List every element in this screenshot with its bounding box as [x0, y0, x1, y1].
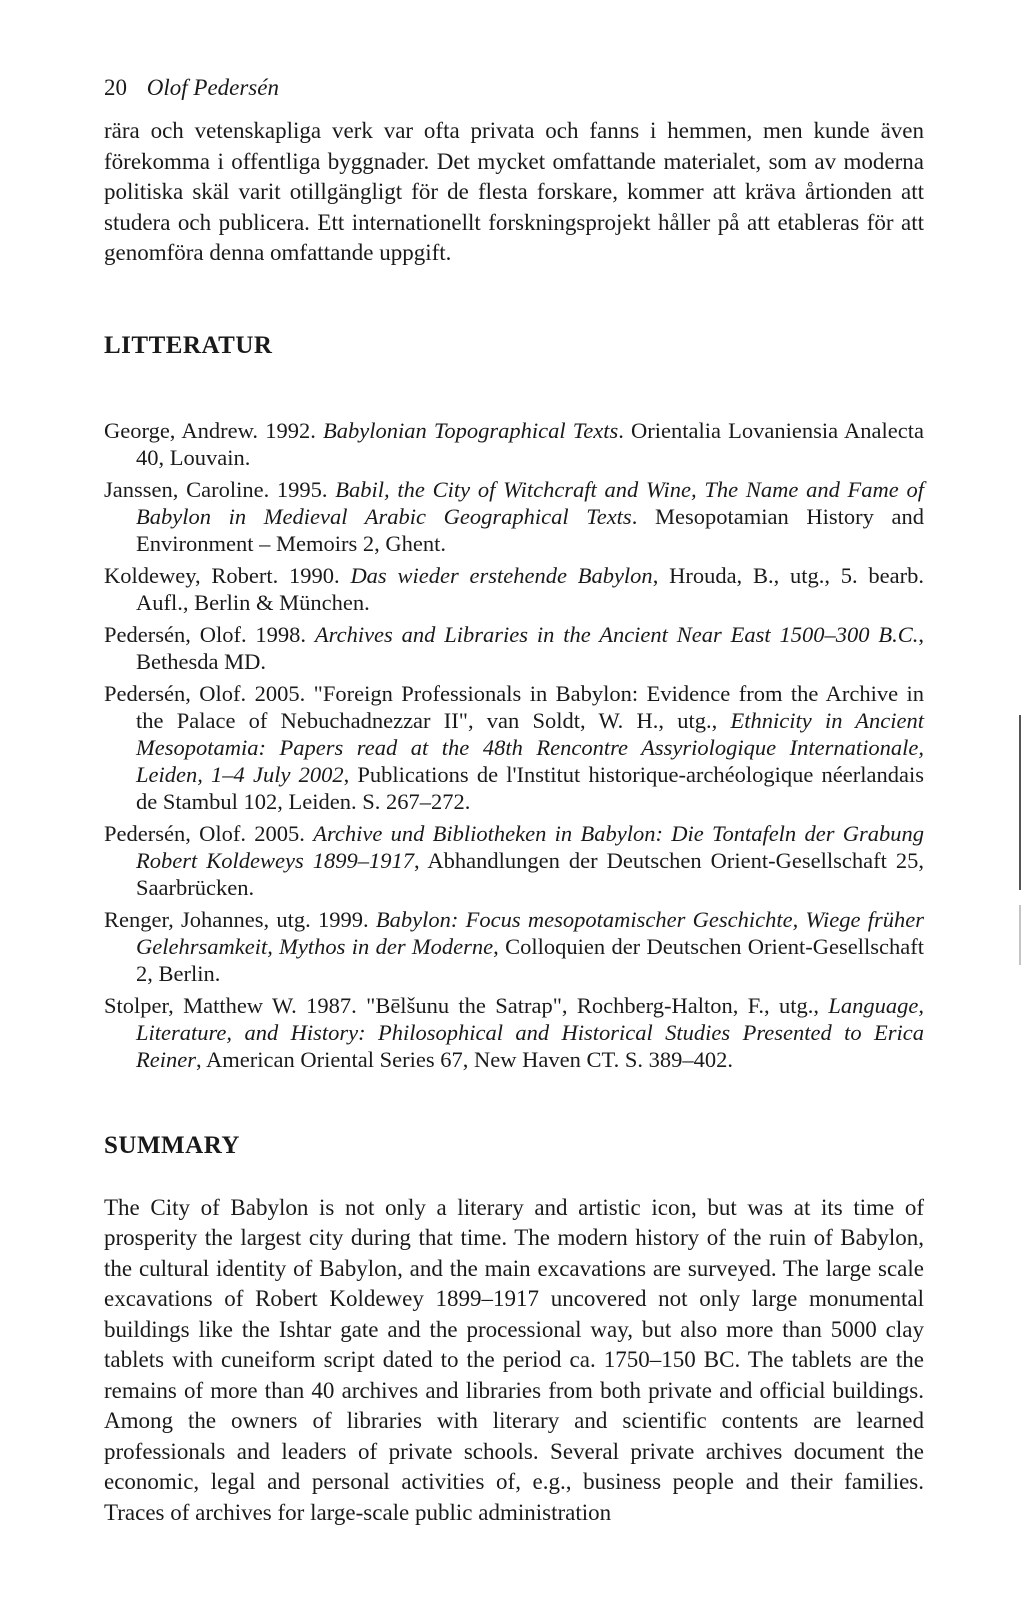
margin-scan-mark	[1019, 905, 1021, 965]
litteratur-heading: LITTERATUR	[104, 331, 273, 359]
page	[104, 60, 924, 1528]
reference-item: Koldewey, Robert. 1990. Das wieder erstehende Babylon, Hrouda, B., utg., 5. bearb. Aufl., Berlin & München.	[104, 562, 924, 615]
intro-paragraph: rära och vetenskapliga verk var ofta privata och fanns i hemmen, men kunde även förekomma i offentliga byggnader. Det mycket omfattande materialet, som av moderna politiska skäl varit otillgängligt för de flesta forskare, kommer att kräva årtionden att studera och publicera. Ett internationellt forskningsprojekt håller på att etableras för att genomföra denna omfattande uppgift.	[104, 118, 924, 265]
reference-item: Janssen, Caroline. 1995. Babil, the City of Witchcraft and Wine, The Name and Fame of Babylon in Medieval Arabic Geographical Texts. Mesopotamian History and Environment – Memoirs 2, Ghent.	[104, 476, 925, 556]
running-head-author: Olof Pedersén	[146, 75, 279, 100]
reference-item: George, Andrew. 1992. Babylonian Topographical Texts. Orientalia Lovaniensia Analecta 40, Louvain.	[104, 417, 925, 470]
reference-item: Pedersén, Olof. 2005. Archive und Bibliotheken in Babylon: Die Tontafeln der Grabung Robert Koldeweys 1899–1917, Abhandlungen der Deutschen Orient-Gesellschaft 25, Saarbrücken.	[104, 820, 925, 900]
running-head	[104, 60, 924, 116]
summary-paragraph: The City of Babylon is not only a literary and artistic icon, but was at its time of prosperity the largest city during that time. The modern history of the ruin of Babylon, the cultural identity of Babylon, and the main excavations are surveyed. The large scale excavations of Robert Koldewey 1899–1917 uncovered not only large monumental buildings like the Ishtar gate and the processional way, but also more than 5000 clay tablets with cuneiform script dated to the period ca. 1750–150 BC. The tablets are the remains of more than 40 archives and libraries from both private and official buildings. Among the owners of libraries with literary and scientific contents are learned professionals and leaders of private schools. Several private archives document the economic, legal and personal activities of, e.g., business people and their families. Traces of archives for large-scale public administration	[104, 1194, 924, 1525]
reference-item: Stolper, Matthew W. 1987. "Bēlšunu the Satrap", Rochberg-Halton, F., utg., Language, Literature, and History: Philosophical and Historical Studies Presented to Erica Reiner, American Oriental Series 67, New Haven CT. S. 389–402.	[104, 992, 924, 1072]
summary-heading: SUMMARY	[104, 1131, 240, 1159]
margin-scan-mark	[1019, 715, 1021, 890]
page-number: 20	[104, 75, 127, 100]
reference-item: Pedersén, Olof. 1998. Archives and Libraries in the Ancient Near East 1500–300 B.C., Bethesda MD.	[104, 621, 924, 674]
reference-list	[104, 417, 924, 1073]
reference-item: Renger, Johannes, utg. 1999. Babylon: Focus mesopotamischer Geschichte, Wiege früher Gelehrsamkeit, Mythos in der Moderne, Colloquien der Deutschen Orient-Gesellschaft 2, Berlin.	[104, 906, 925, 986]
reference-item: Pedersén, Olof. 2005. "Foreign Professionals in Babylon: Evidence from the Archive in the Palace of Nebuchadnezzar II", van Soldt, W. H., utg., Ethnicity in Ancient Mesopotamia: Papers read at the 48th Rencontre Assyriologique Internationale, Leiden, 1–4 July 2002, Publications de l'Institut historique-archéologique néerlandais de Stambul 102, Leiden. S. 267–272.	[104, 680, 924, 814]
